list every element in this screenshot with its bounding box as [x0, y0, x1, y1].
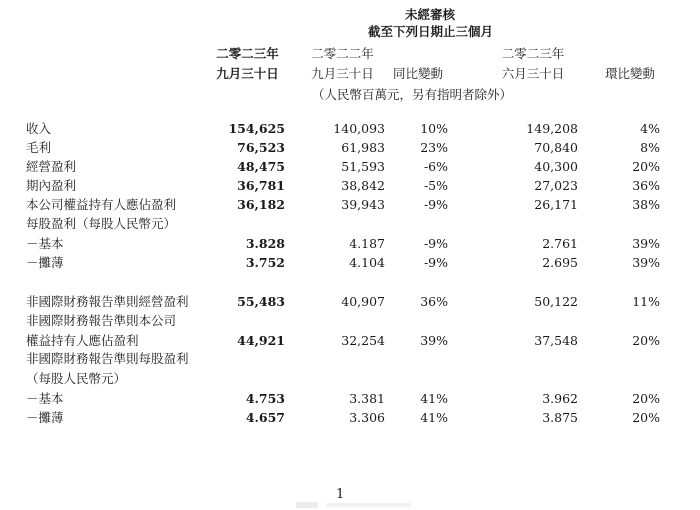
row-label: 非國際財務報告準則經營盈利: [26, 294, 189, 309]
cell-prev-year-quarter: 3.306: [349, 410, 385, 425]
cell-qoq-change: 20%: [632, 159, 660, 174]
cell-yoy-change: 10%: [420, 121, 448, 136]
cell-current-quarter: 55,483: [237, 294, 285, 309]
col-header-q2-year: 二零二三年: [501, 46, 565, 61]
watermark-logo: [296, 500, 416, 510]
row-label: －攤薄: [26, 255, 64, 270]
cell-yoy-change: -9%: [423, 197, 448, 212]
cell-current-quarter: 36,781: [237, 178, 285, 193]
cell-current-quarter: 44,921: [237, 333, 285, 348]
col-header-current-date: 九月三十日: [216, 66, 279, 81]
cell-prev-year-quarter: 4.104: [349, 255, 385, 270]
cell-prev-quarter: 37,548: [534, 333, 578, 348]
cell-prev-quarter: 3.962: [542, 391, 578, 406]
cell-qoq-change: 38%: [632, 197, 660, 212]
cell-prev-quarter: 2.761: [542, 236, 578, 251]
row-label: 經營盈利: [26, 159, 77, 174]
cell-prev-year-quarter: 51,593: [341, 159, 385, 174]
cell-yoy-change: -9%: [423, 236, 448, 251]
cell-qoq-change: 20%: [632, 391, 660, 406]
cell-current-quarter: 3.752: [245, 255, 285, 270]
cell-prev-quarter: 70,840: [534, 140, 578, 155]
col-header-yoy: 同比變動: [392, 66, 443, 81]
cell-yoy-change: 36%: [420, 294, 448, 309]
cell-yoy-change: -9%: [423, 255, 448, 270]
col-header-qoq: 環比變動: [604, 66, 655, 81]
row-label: 收入: [26, 121, 52, 136]
cell-yoy-change: -5%: [423, 178, 448, 193]
row-label: 每股盈利（每股人民幣元）: [26, 216, 177, 231]
col-header-current-year: 二零二三年: [216, 46, 279, 61]
row-label: 期內盈利: [26, 178, 77, 193]
cell-qoq-change: 39%: [632, 255, 660, 270]
cell-prev-quarter: 2.695: [542, 255, 578, 270]
cell-qoq-change: 20%: [632, 333, 660, 348]
row-label: 非國際財務報告準則每股盈利: [26, 351, 189, 366]
row-label: 權益持有人應佔盈利: [26, 333, 139, 348]
cell-current-quarter: 154,625: [228, 121, 285, 136]
cell-prev-quarter: 149,208: [526, 121, 578, 136]
col-header-q2-date: 六月三十日: [501, 66, 565, 81]
cell-current-quarter: 36,182: [237, 197, 285, 212]
row-label: 非國際財務報告準則本公司: [26, 313, 177, 328]
cell-yoy-change: 39%: [420, 333, 448, 348]
cell-prev-year-quarter: 39,943: [341, 197, 385, 212]
cell-prev-quarter: 27,023: [534, 178, 578, 193]
row-label: －攤薄: [26, 410, 64, 425]
cell-qoq-change: 4%: [640, 121, 660, 136]
cell-prev-quarter: 26,171: [534, 197, 578, 212]
unit-note: （人民幣百萬元，另有指明者除外）: [312, 87, 513, 102]
cell-prev-quarter: 40,300: [534, 159, 578, 174]
cell-yoy-change: 41%: [420, 391, 448, 406]
row-label: －基本: [26, 391, 64, 406]
cell-prev-year-quarter: 3.381: [349, 391, 385, 406]
cell-prev-year-quarter: 40,907: [341, 294, 385, 309]
cell-current-quarter: 3.828: [245, 236, 285, 251]
row-label: －基本: [26, 236, 64, 251]
cell-qoq-change: 8%: [640, 140, 660, 155]
cell-prev-quarter: 3.875: [542, 410, 578, 425]
cell-qoq-change: 20%: [632, 410, 660, 425]
header-period: 截至下列日期止三個月: [368, 24, 494, 39]
cell-yoy-change: 23%: [420, 140, 448, 155]
header-unaudited: 未經審核: [405, 7, 456, 22]
row-label: （每股人民幣元）: [26, 371, 127, 386]
cell-prev-year-quarter: 61,983: [341, 140, 385, 155]
cell-current-quarter: 48,475: [237, 159, 285, 174]
cell-prev-year-quarter: 4.187: [349, 236, 385, 251]
cell-prev-quarter: 50,122: [534, 294, 578, 309]
cell-prev-year-quarter: 32,254: [341, 333, 385, 348]
row-label: 毛利: [26, 140, 52, 155]
row-label: 本公司權益持有人應佔盈利: [26, 197, 177, 212]
cell-current-quarter: 4.753: [245, 391, 285, 406]
cell-qoq-change: 36%: [632, 178, 660, 193]
cell-yoy-change: 41%: [420, 410, 448, 425]
cell-qoq-change: 11%: [632, 294, 660, 309]
cell-prev-year-quarter: 140,093: [333, 121, 385, 136]
col-header-prev-date: 九月三十日: [311, 66, 374, 81]
cell-current-quarter: 4.657: [245, 410, 285, 425]
cell-prev-year-quarter: 38,842: [341, 178, 385, 193]
cell-qoq-change: 39%: [632, 236, 660, 251]
page-number: 1: [336, 487, 345, 502]
cell-current-quarter: 76,523: [237, 140, 285, 155]
col-header-prev-year: 二零二二年: [311, 46, 374, 61]
cell-yoy-change: -6%: [423, 159, 448, 174]
